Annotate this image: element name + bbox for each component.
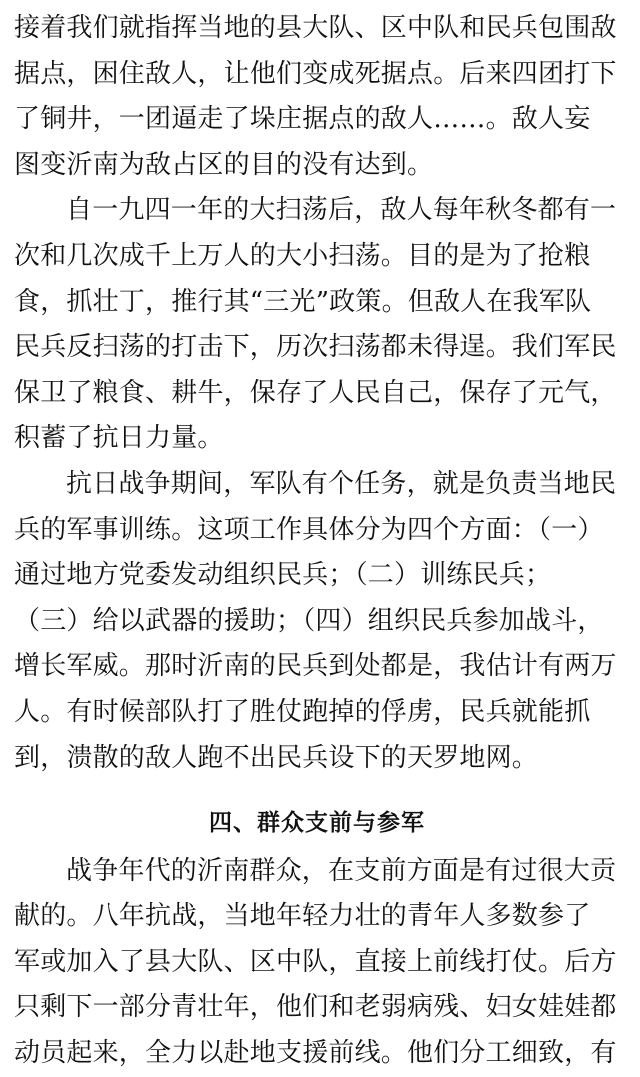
- paragraph-3: [14, 462, 620, 781]
- text-line: 增长军威。那时沂南的民兵到处都是，我估计有两万: [14, 651, 617, 682]
- text-line: 图变沂南为敌占区的目的没有达到。: [14, 149, 434, 180]
- text-line: 据点，困住敌人，让他们变成死据点。后来四团打下: [14, 58, 617, 89]
- text-line: 只剩下一部分青壮年，他们和老弱病残、妇女娃娃都: [14, 992, 617, 1023]
- text-line: 动员起来，全力以赴地支援前线。他们分工细致，有: [14, 1038, 617, 1069]
- text-line: 军或加入了县大队、区中队，直接上前线打仗。后方: [14, 946, 617, 977]
- text-line: 抗日战争期间，军队有个任务，就是负责当地民: [66, 468, 617, 499]
- paragraph-1: [14, 6, 620, 188]
- text-line: 人。有时候部队打了胜仗跑掉的俘虏，民兵就能抓: [14, 696, 591, 727]
- text-line: （三）给以武器的援助；（四）组织民兵参加战斗，: [14, 605, 604, 636]
- text-line: 通过地方党委发动组织民兵；（二）训练民兵；: [14, 560, 552, 591]
- text-line: 到，溃散的敌人跑不出民兵设下的天罗地网。: [14, 742, 539, 773]
- text-line: 自一九四一年的大扫荡后，敌人每年秋冬都有一: [66, 195, 617, 226]
- text-line: 民兵反扫荡的打击下，历次扫荡都未得逞。我们军民: [14, 332, 617, 363]
- text-line: 献的。八年抗战，当地年轻力壮的青年人多数参了: [14, 901, 591, 932]
- text-line: 战争年代的沂南群众，在支前方面是有过很大贡: [66, 855, 617, 886]
- text-line: 兵的军事训练。这项工作具体分为四个方面：（一）: [14, 514, 604, 545]
- section-spacer: [14, 781, 620, 795]
- text-line: 保卫了粮食、耕牛，保存了人民自己，保存了元气，: [14, 377, 617, 408]
- paragraph-4: [14, 849, 620, 1077]
- paragraph-2: [14, 188, 620, 462]
- text-line: 接着我们就指挥当地的县大队、区中队和民兵包围敌: [14, 13, 617, 43]
- text-line: 了铜井，一团逼走了垛庄据点的敌人……。敌人妄: [14, 104, 591, 135]
- text-line: 食，抓壮丁，推行其“三光”政策。但敌人在我军队: [14, 286, 592, 317]
- text-line: 积蓄了抗日力量。: [14, 423, 224, 454]
- text-line: 次和几次成千上万人的大小扫荡。目的是为了抢粮: [14, 240, 591, 271]
- section-heading: 四、群众支前与参军: [209, 810, 425, 837]
